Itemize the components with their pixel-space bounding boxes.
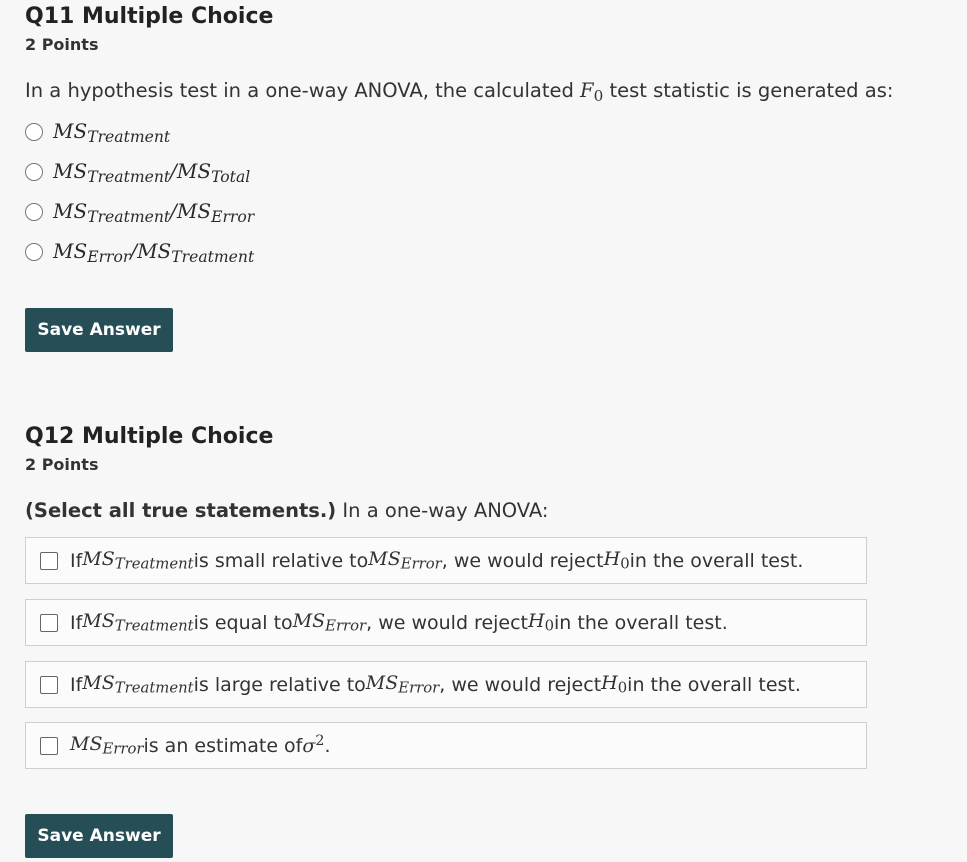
q11-save-button[interactable]: Save Answer xyxy=(25,308,173,352)
q11-points: 2 Points xyxy=(25,35,99,54)
q12-statement-3[interactable]: If $MS_{Treatment}$ is large relative to $MS_{Error}$ , we would reject $H_0$ in the overall test. xyxy=(25,661,867,708)
radio-button[interactable] xyxy=(25,203,43,221)
checkbox[interactable] xyxy=(40,737,58,755)
q11-option-2[interactable]: $MS_{Treatment}/MS_{Total}$ xyxy=(25,157,250,187)
f0-symbol: $F_0$ xyxy=(580,79,604,105)
q12-title: Q12 Multiple Choice xyxy=(25,424,274,449)
q11-prompt: In a hypothesis test in a one-way ANOVA, the calculated $F_0$ test statistic is generated as: xyxy=(25,79,894,105)
q11-title: Q11 Multiple Choice xyxy=(25,4,274,29)
radio-button[interactable] xyxy=(25,123,43,141)
q12-statement-2[interactable]: If $MS_{Treatment}$ is equal to $MS_{Error}$ , we would reject $H_0$ in the overall test. xyxy=(25,599,867,646)
q12-prompt: (Select all true statements.) In a one-way ANOVA: xyxy=(25,499,549,522)
checkbox[interactable] xyxy=(40,614,58,632)
q12-statement-4[interactable]: $MS_{Error}$ is an estimate of $\sigma^2$ . xyxy=(25,722,867,769)
q11-option-3[interactable]: $MS_{Treatment}/MS_{Error}$ xyxy=(25,197,254,227)
q11-option-4[interactable]: $MS_{Error}/MS_{Treatment}$ xyxy=(25,237,254,267)
radio-button[interactable] xyxy=(25,163,43,181)
q12-save-button[interactable]: Save Answer xyxy=(25,814,173,858)
checkbox[interactable] xyxy=(40,552,58,570)
q11-option-1[interactable]: $MS_{Treatment}$ xyxy=(25,117,170,147)
checkbox[interactable] xyxy=(40,676,58,694)
q12-statement-1[interactable]: If $MS_{Treatment}$ is small relative to $MS_{Error}$ , we would reject $H_0$ in the overall test. xyxy=(25,537,867,584)
radio-button[interactable] xyxy=(25,243,43,261)
q12-points: 2 Points xyxy=(25,455,99,474)
